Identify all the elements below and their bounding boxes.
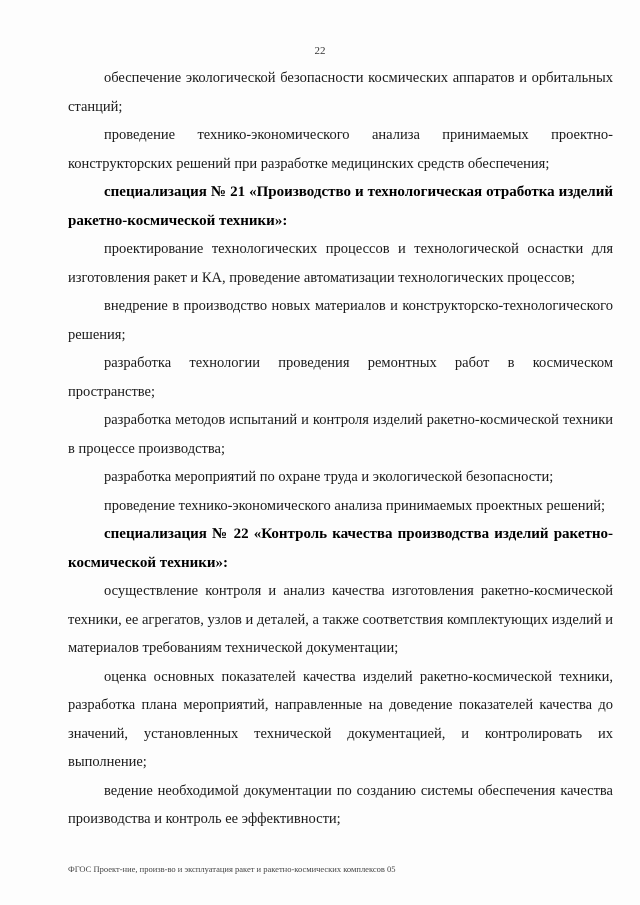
- paragraph: разработка мероприятий по охране труда и экологической безопасности;: [104, 469, 554, 485]
- paragraph: обеспечение экологической безопасности космических аппаратов и орбитальных станций;: [68, 70, 613, 115]
- paragraph: проведение технико-экономического анализа принимаемых проектных решений;: [104, 497, 606, 514]
- paragraph: оценка основных показателей качества изделий ракетно-космической техники, разработка плана мероприятий, направленные на доведение показателей качества до значений, установленных технической документацией, и контролировать их выполнение;: [68, 668, 613, 770]
- page-body: [68, 64, 613, 834]
- paragraph: ведение необходимой документации по созданию системы обеспечения качества производства и контроль ее эффективности;: [68, 782, 613, 827]
- paragraph: осуществление контроля и анализ качества изготовления ракетно-космической техники, ее агрегатов, узлов и деталей, а также соответствия комплектующих изделий и материалов требованиям технической документации;: [68, 583, 613, 656]
- paragraph: разработка технологии проведения ремонтных работ в космическом пространстве;: [68, 355, 613, 400]
- page-footer: ФГОС Проект-ние, произв-во и эксплуатация ракет и ракетно-космических комплексов 05: [68, 864, 396, 874]
- paragraph: проведение технико-экономического анализа принимаемых проектно-конструкторских решений при разработке медицинских средств обеспечения;: [68, 127, 613, 172]
- specialization-heading: специализация № 22 «Контроль качества производства изделий ракетно-космической техники»:: [68, 526, 613, 571]
- specialization-heading: специализация № 21 «Производство и технологическая отработка изделий ракетно-космической техники»:: [68, 184, 613, 229]
- paragraph: разработка методов испытаний и контроля изделий ракетно-космической техники в процессе производства;: [68, 412, 613, 457]
- paragraph: проектирование технологических процессов и технологической оснастки для изготовления ракет и КА, проведение автоматизации технологических процессов;: [68, 241, 613, 286]
- page-number: 22: [314, 45, 326, 57]
- paragraph: внедрение в производство новых материалов и конструкторско-технологического решения;: [68, 298, 613, 343]
